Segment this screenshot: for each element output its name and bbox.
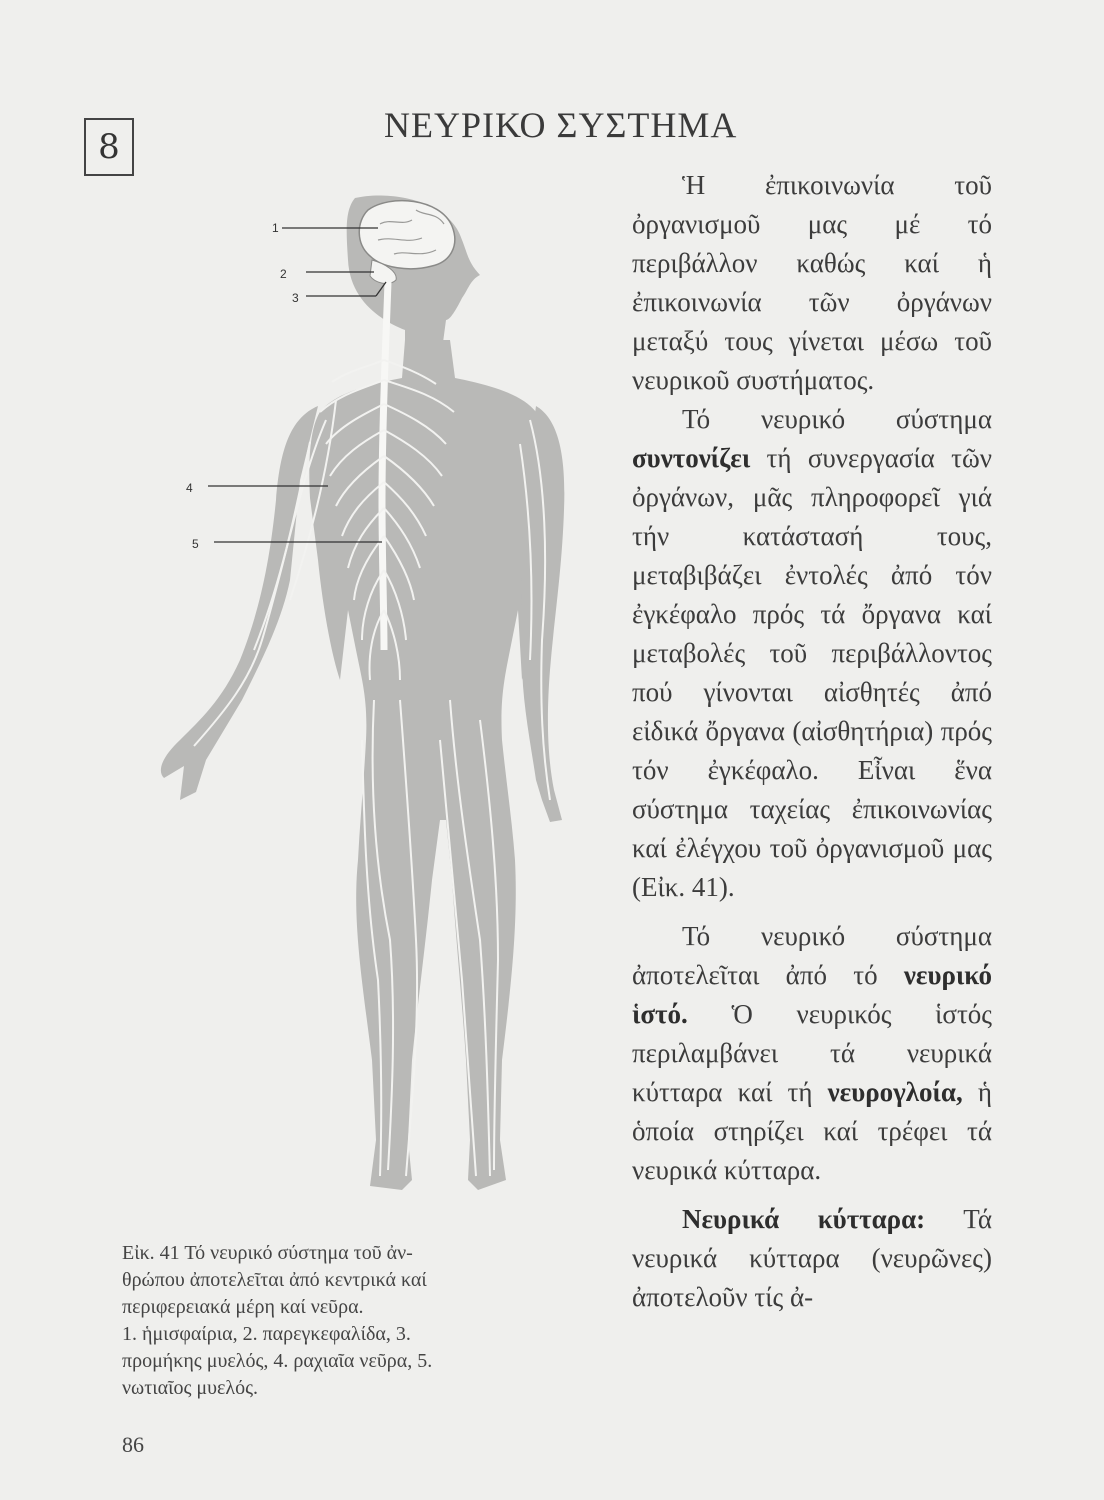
caption-line: προμήκης μυελός, 4. ραχιαῖα νεῦρα, 5. bbox=[122, 1350, 433, 1372]
chapter-number: 8 bbox=[98, 127, 120, 167]
caption-line: 1. ἡμισφαίρια, 2. παρεγκεφαλίδα, 3. bbox=[122, 1323, 411, 1345]
bold-term: συντονίζει bbox=[632, 443, 751, 473]
figure-label-1: 1 bbox=[272, 221, 279, 235]
figure-label-2: 2 bbox=[280, 267, 287, 281]
body-text bbox=[632, 166, 992, 1317]
caption-line: θρώπου ἀποτελεῖται ἀπό κεντρικά καί bbox=[122, 1269, 427, 1291]
text-run: τή συνεργασία τῶν ὀργάνων, μᾶς πληροφορεῖ γιά τήν κατάστασή τους, μεταβιβάζει ἐντολές ἀπό τόν ἐγκέφαλο πρός τά ὄργανα καί μεταβολές τοῦ περιβάλλοντος πού γίνονται αἰσθητές ἀπό εἰδικά ὄργανα (αἰσθητήρια) πρός τόν ἐγκέφαλο. Εἶναι ἕνα σύστημα ταχείας ἐπικοινωνίας καί ἐλέγχου τοῦ ὀργανισμοῦ μας (Εἰκ. 41). bbox=[632, 443, 992, 902]
figure-label-4: 4 bbox=[186, 481, 193, 495]
paragraph-intro: Ἡ ἐπικοινωνία τοῦ ὀργανισμοῦ μας μέ τό περιβάλλον καθώς καί ἡ ἐπικοινωνία τῶν ὀργάνων μεταξύ τους γίνεται μέσω τοῦ νευρικοῦ συστήματος. bbox=[632, 170, 992, 395]
bold-term: νευρικό ἱστό. bbox=[632, 960, 992, 1029]
text-run: ἡ ὁποία στηρίζει καί τρέφει τά νευρικά κύτταρα. bbox=[632, 1077, 993, 1185]
figure-caption bbox=[122, 1240, 572, 1402]
figure-label-3: 3 bbox=[292, 291, 299, 305]
text-run: Τά νευρικά κύτταρα (νευρῶνες) ἀποτελοῦν τίς ἀ- bbox=[632, 1204, 993, 1312]
chapter-number-box bbox=[84, 118, 134, 176]
nervous-system-figure bbox=[150, 180, 570, 1220]
paragraph-neurons bbox=[632, 1200, 992, 1317]
caption-line: Εἰκ. 41 Τό νευρικό σύστημα τοῦ ἀν- bbox=[122, 1242, 413, 1264]
bold-term: νευρογλοία, bbox=[827, 1077, 963, 1107]
paragraph-tissue bbox=[632, 917, 992, 1190]
text-run: Ὁ νευρικός ἱστός περιλαμβάνει τά νευρικά κύτταρα καί τή bbox=[632, 999, 992, 1107]
figure-label-5: 5 bbox=[192, 537, 199, 551]
page-number: 86 bbox=[122, 1432, 144, 1457]
text-run: Τό νευρικό σύστημα ἀποτελεῖται ἀπό τό bbox=[632, 921, 992, 990]
caption-line: νωτιαῖος μυελός. bbox=[122, 1377, 259, 1399]
bold-term: Νευρικά κύτταρα: bbox=[682, 1204, 926, 1234]
caption-line: περιφερειακά μέρη καί νεῦρα. bbox=[122, 1296, 364, 1318]
paragraph-function bbox=[632, 400, 992, 907]
text-run: Τό νευρικό σύστημα bbox=[682, 404, 992, 434]
chapter-title: ΝΕΥΡΙΚΟ ΣΥΣΤΗΜΑ bbox=[384, 105, 738, 145]
